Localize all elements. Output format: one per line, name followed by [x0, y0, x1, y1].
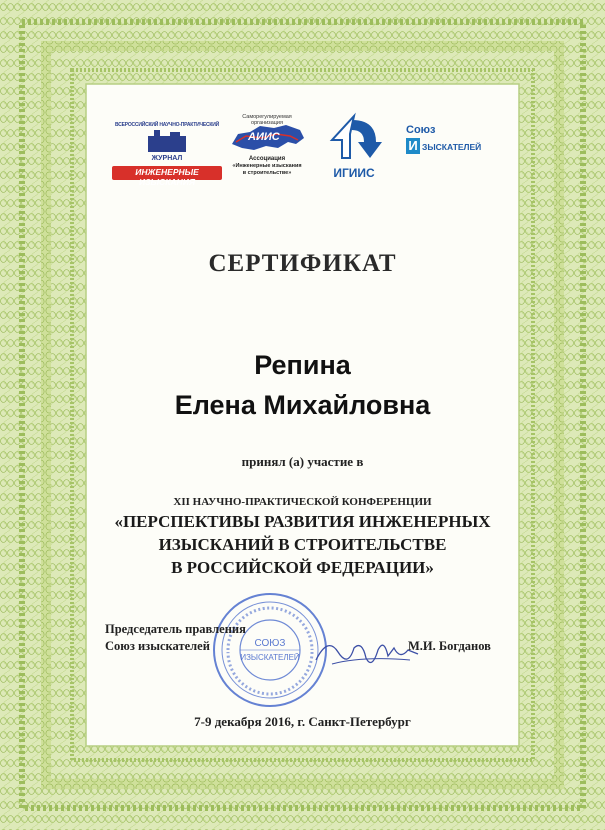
- igiis-arrow-icon: [324, 112, 384, 166]
- signer-position-line2: Союз изыскателей: [105, 639, 210, 653]
- conference-number: XII НАУЧНО-ПРАКТИЧЕСКОЙ КОНФЕРЕНЦИИ: [173, 496, 432, 508]
- stamp-center-line1: СОЮЗ: [254, 638, 286, 649]
- signer-position: [105, 621, 246, 655]
- conference-title-line3: В РОССИЙСКОЙ ФЕДЕРАЦИИ»: [171, 558, 434, 577]
- signer-position-line1: Председатель правления: [105, 622, 246, 636]
- aiis-line2: «Инженерные изыскания: [232, 163, 302, 169]
- aiis-line3: в строительстве»: [242, 170, 292, 176]
- signature-mark: [312, 630, 422, 675]
- soyuz-b: ЗЫСКАТЕЛЕЙ: [422, 142, 482, 152]
- aiis-top-text: Саморегулируемая организация: [242, 114, 292, 126]
- stamp-center-line2: ИЗЫСКАТЕЛЕЙ: [240, 653, 300, 662]
- igiis-logo: [324, 112, 384, 184]
- soyuz-logo: [406, 124, 516, 164]
- certificate-content: [92, 90, 513, 740]
- recipient-surname: Репина: [254, 350, 351, 380]
- aiis-logo: [226, 114, 308, 184]
- certificate-title: СЕРТИФИКАТ: [208, 250, 397, 277]
- aiis-abbr: АИИС: [248, 131, 280, 143]
- journal-logo: [108, 122, 226, 187]
- recipient-given-names: Елена Михайловна: [174, 390, 431, 420]
- date-place: 7-9 декабря 2016, г. Санкт-Петербург: [194, 714, 411, 729]
- soyuz-a: Союз: [406, 124, 436, 136]
- conference-title-line1: «ПЕРСПЕКТИВЫ РАЗВИТИЯ ИНЖЕНЕРНЫХ: [114, 512, 491, 531]
- journal-name: ИНЖЕНЕРНЫЕ ИЗЫСКАНИЯ: [135, 167, 199, 187]
- igiis-text: ИГИИС: [333, 166, 375, 180]
- soyuz-i: И: [408, 138, 418, 153]
- journal-label: ЖУРНАЛ: [151, 155, 183, 162]
- soyuz-i-box: [406, 138, 420, 154]
- participation-text: принял (а) участие в: [241, 454, 364, 469]
- logos-row: [92, 108, 513, 188]
- signer-name: М.И. Богданов: [408, 639, 491, 653]
- aiis-line1: Ассоциация: [248, 156, 286, 162]
- journal-arc-text: ВСЕРОССИЙСКИЙ НАУЧНО-ПРАКТИЧЕСКИЙ: [114, 122, 219, 128]
- conference-title-line2: ИЗЫСКАНИЙ В СТРОИТЕЛЬСТВЕ: [158, 535, 447, 554]
